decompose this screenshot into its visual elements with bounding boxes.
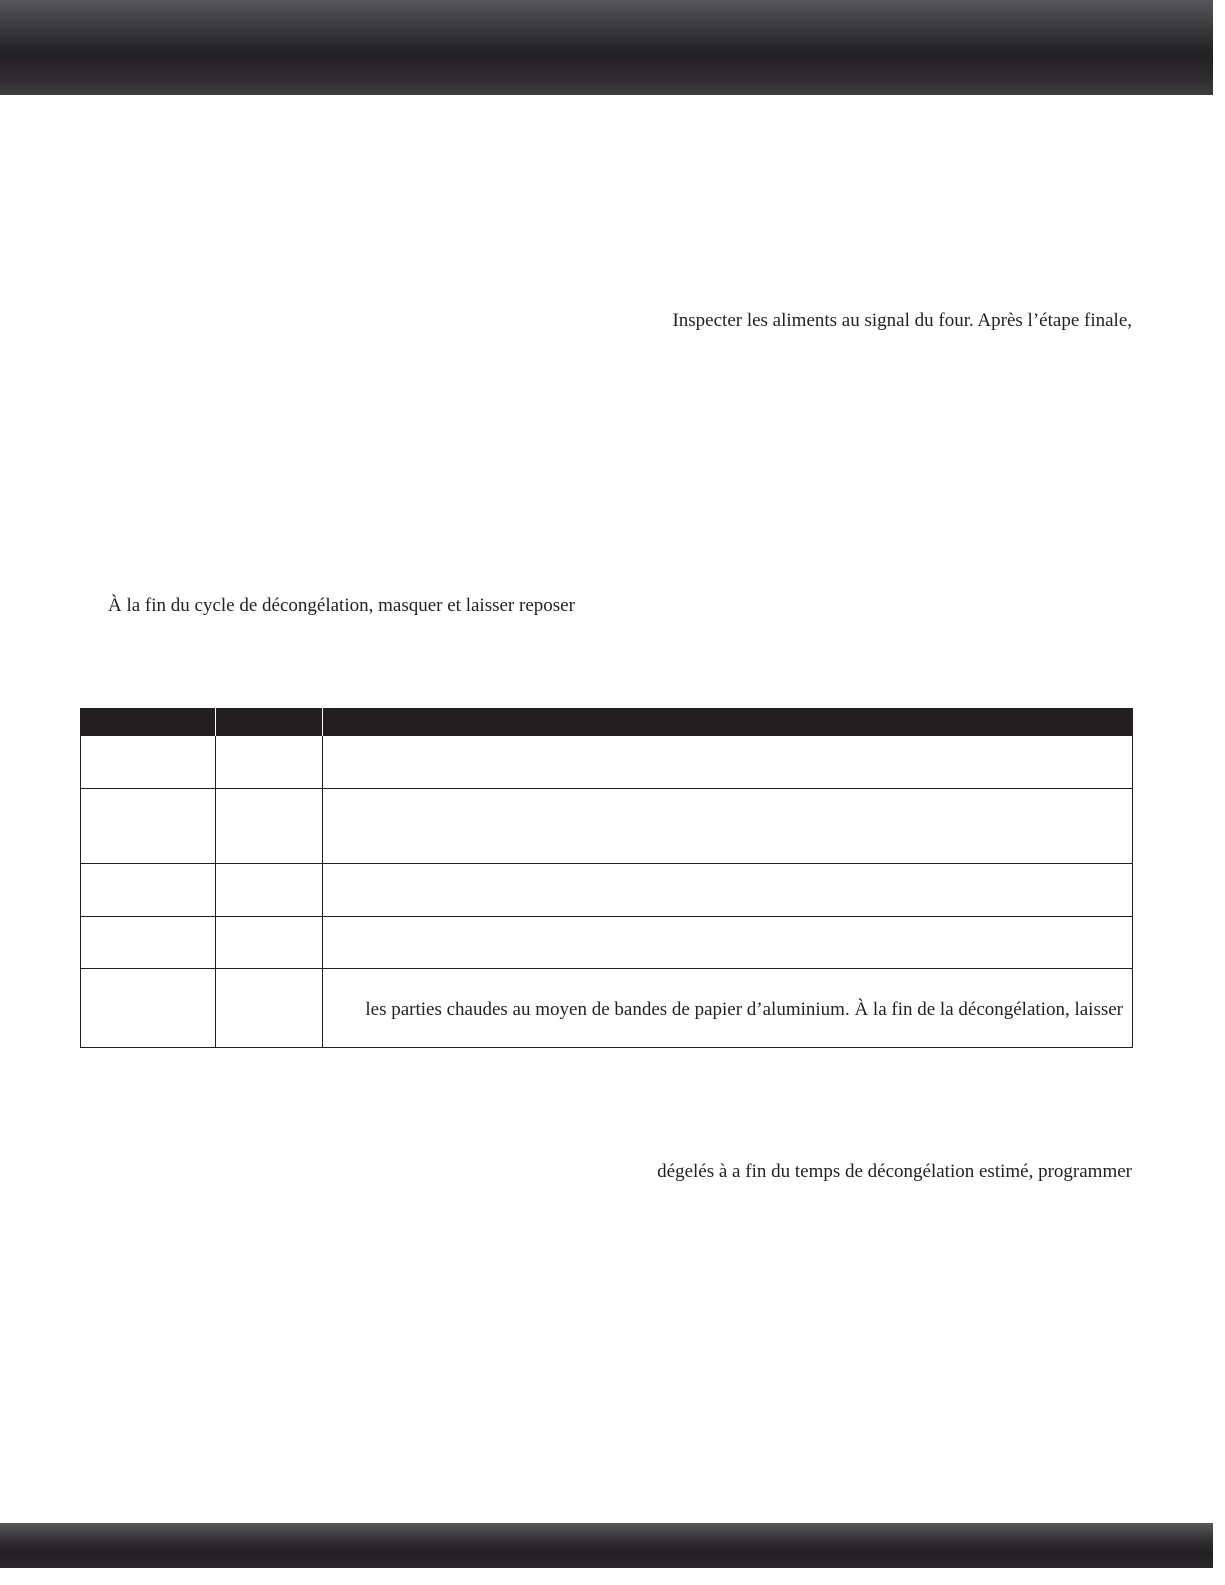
table-row [81, 864, 1133, 917]
table-header-cell-2 [216, 708, 323, 736]
table-header-row [81, 708, 1133, 736]
table-cell [323, 736, 1133, 789]
table-row [81, 789, 1133, 864]
defrost-table [80, 708, 1133, 1048]
page-footer-band [0, 1523, 1213, 1568]
table-row [81, 917, 1133, 969]
table-cell [81, 736, 216, 789]
table-cell [216, 736, 323, 789]
table-cell [81, 917, 216, 969]
table-cell [216, 864, 323, 917]
table-header-cell-1 [81, 708, 216, 736]
table-cell [323, 789, 1133, 864]
table-cell [216, 969, 323, 1048]
table-row [81, 969, 1133, 1048]
body-text-line-2: À la fin du cycle de décongélation, masquer et laisser reposer [108, 595, 575, 616]
table-cell [216, 917, 323, 969]
table-cell [323, 864, 1133, 917]
table-header-cell-3 [323, 708, 1133, 736]
table-cell [216, 789, 323, 864]
body-text-line-1: Inspecter les aliments au signal du four. Après l’étape finale, [672, 310, 1132, 331]
table-cell [81, 969, 216, 1048]
table-row [81, 736, 1133, 789]
table-cell [81, 789, 216, 864]
body-text-line-3: dégelés à a fin du temps de décongélation estimé, programmer [657, 1161, 1132, 1182]
table-cell [323, 917, 1133, 969]
table-cell [81, 864, 216, 917]
page-header-band [0, 0, 1213, 95]
table-cell-instructions: les parties chaudes au moyen de bandes de papier d’aluminium. À la fin de la décongélation, laisser [323, 969, 1133, 1048]
